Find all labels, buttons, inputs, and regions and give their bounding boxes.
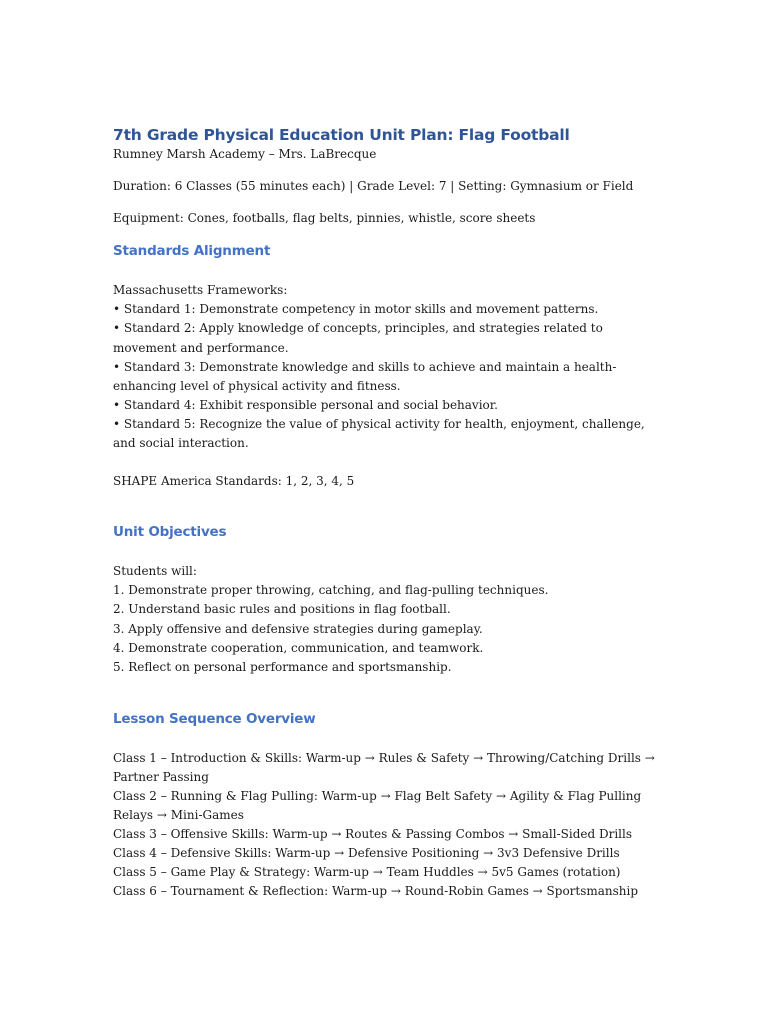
standards-intro: Massachusetts Frameworks: [113,283,288,298]
lesson-item: Class 5 – Game Play & Strategy: Warm-up → Team Huddles → 5v5 Games (rotation) [113,865,621,880]
duration-line: Duration: 6 Classes (55 minutes each) | Grade Level: 7 | Setting: Gymnasium or Field [113,179,634,194]
objectives-intro: Students will: [113,564,197,579]
objective-item: 4. Demonstrate cooperation, communication, and teamwork. [113,640,484,655]
lessons-heading: Lesson Sequence Overview [113,710,316,727]
standard-item: • Standard 5: Recognize the value of physical activity for health, enjoyment, challenge, and social interaction. [113,416,645,451]
objectives-list [113,562,658,677]
lesson-item: Class 6 – Tournament & Reflection: Warm-up → Round-Robin Games → Sportsmanship [113,884,639,899]
shape-standards-line: SHAPE America Standards: 1, 2, 3, 4, 5 [113,474,355,489]
equipment-line: Equipment: Cones, footballs, flag belts, pinnies, whistle, score sheets [113,211,536,226]
standard-item: • Standard 2: Apply knowledge of concepts, principles, and strategies related to movement and performance. [113,321,603,355]
lessons-list [113,749,658,902]
lesson-item: Class 1 – Introduction & Skills: Warm-up → Rules & Safety → Throwing/Catching Drills → Partner Passing [113,750,655,784]
lesson-item: Class 4 – Defensive Skills: Warm-up → Defensive Positioning → 3v3 Defensive Drills [113,846,620,861]
objective-item: 5. Reflect on personal performance and sportsmanship. [113,659,452,674]
standard-item: • Standard 3: Demonstrate knowledge and skills to achieve and maintain a health-enhancing level of physical activity and fitness. [113,359,617,393]
document-title: 7th Grade Physical Education Unit Plan: Flag Football [113,126,570,144]
document-body [113,124,658,902]
standards-list [113,281,658,453]
standards-heading: Standards Alignment [113,243,271,260]
objective-item: 3. Apply offensive and defensive strategies during gameplay. [113,621,483,636]
objective-item: 2. Understand basic rules and positions in flag football. [113,602,451,617]
objective-item: 1. Demonstrate proper throwing, catching, and flag-pulling techniques. [113,583,549,598]
objectives-heading: Unit Objectives [113,524,227,541]
standard-item: • Standard 4: Exhibit responsible personal and social behavior. [113,397,498,412]
standard-item: • Standard 1: Demonstrate competency in motor skills and movement patterns. [113,302,599,317]
lesson-item: Class 3 – Offensive Skills: Warm-up → Routes & Passing Combos → Small-Sided Drills [113,827,633,842]
lesson-item: Class 2 – Running & Flag Pulling: Warm-up → Flag Belt Safety → Agility & Flag Pulling Relays → Mini-Games [113,788,642,823]
document-subtitle: Rumney Marsh Academy – Mrs. LaBrecque [113,147,377,161]
